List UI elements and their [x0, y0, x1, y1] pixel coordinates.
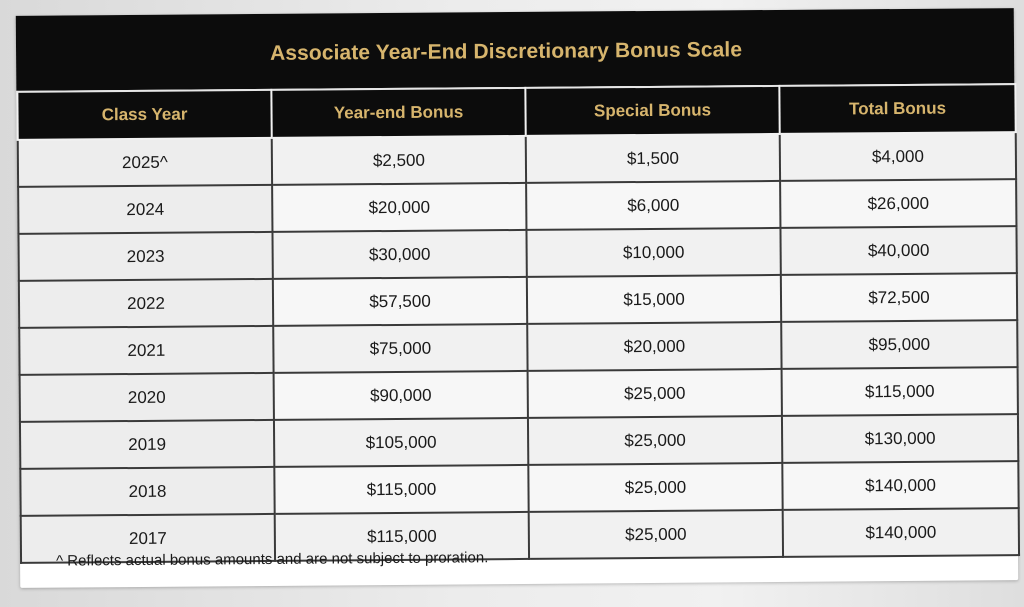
year-end-bonus-cell: $2,500	[272, 136, 526, 185]
year-end-bonus-cell: $75,000	[273, 324, 527, 373]
year-end-bonus-cell: $30,000	[272, 230, 526, 279]
class-year-cell: 2021	[19, 326, 273, 375]
year-end-bonus-cell: $115,000	[274, 465, 528, 514]
total-bonus-cell: $4,000	[780, 132, 1016, 181]
footnote: ^ Reflects actual bonus amounts and are not subject to proration.	[55, 549, 489, 570]
header-class-year: Class Year	[17, 90, 271, 140]
total-bonus-cell: $95,000	[781, 320, 1017, 369]
total-bonus-cell: $130,000	[782, 414, 1018, 463]
title-bar	[16, 8, 1015, 91]
year-end-bonus-cell: $20,000	[272, 183, 526, 232]
year-end-bonus-cell: $115,000	[275, 512, 529, 561]
class-year-cell: 2018	[20, 467, 274, 516]
class-year-cell: 2022	[19, 279, 273, 328]
table-row	[18, 226, 1016, 281]
header-special-bonus: Special Bonus	[525, 86, 779, 136]
year-end-bonus-cell: $105,000	[274, 418, 528, 467]
class-year-cell: 2020	[20, 373, 274, 422]
header-row	[17, 84, 1015, 140]
table-row	[18, 179, 1016, 234]
special-bonus-cell: $25,000	[529, 510, 783, 559]
special-bonus-cell: $25,000	[528, 463, 782, 512]
special-bonus-cell: $20,000	[527, 322, 781, 371]
table-title: Associate Year-End Discretionary Bonus Scale	[269, 37, 743, 65]
year-end-bonus-cell: $57,500	[273, 277, 527, 326]
total-bonus-cell: $140,000	[783, 508, 1019, 557]
bonus-table	[16, 83, 1020, 564]
table-row	[20, 461, 1018, 516]
table-row	[20, 414, 1018, 469]
special-bonus-cell: $25,000	[528, 369, 782, 418]
total-bonus-cell: $26,000	[780, 179, 1016, 228]
header-year-end-bonus: Year-end Bonus	[271, 88, 525, 138]
special-bonus-cell: $15,000	[527, 275, 781, 324]
class-year-cell: 2023	[18, 232, 272, 281]
class-year-cell: 2025^	[18, 138, 272, 187]
year-end-bonus-cell: $90,000	[274, 371, 528, 420]
total-bonus-cell: $140,000	[782, 461, 1018, 510]
table-row	[20, 367, 1018, 422]
table-row	[19, 320, 1017, 375]
header-total-bonus: Total Bonus	[779, 84, 1015, 134]
table-row	[19, 273, 1017, 328]
special-bonus-cell: $10,000	[526, 228, 780, 277]
class-year-cell: 2019	[20, 420, 274, 469]
special-bonus-cell: $1,500	[526, 134, 780, 183]
class-year-cell: 2024	[18, 185, 272, 234]
class-year-cell: 2017	[21, 514, 275, 563]
total-bonus-cell: $40,000	[780, 226, 1016, 275]
special-bonus-cell: $25,000	[528, 416, 782, 465]
total-bonus-cell: $72,500	[781, 273, 1017, 322]
total-bonus-cell: $115,000	[782, 367, 1018, 416]
bonus-scale-card	[16, 8, 1018, 588]
special-bonus-cell: $6,000	[526, 181, 780, 230]
table-row	[18, 132, 1016, 187]
